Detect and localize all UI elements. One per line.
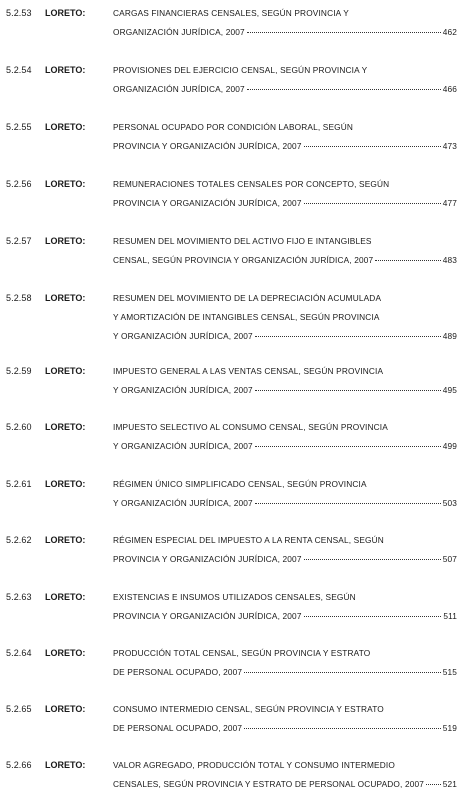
dot-leader (255, 503, 441, 504)
entry-page-number: 462 (442, 27, 457, 37)
entry-region: LORETO: (45, 479, 86, 489)
entry-region: LORETO: (45, 293, 86, 303)
entry-region: LORETO: (45, 179, 86, 189)
entry-page-number: 511 (443, 611, 457, 621)
entry-region: LORETO: (45, 704, 86, 714)
entry-title-line: PERSONAL OCUPADO POR CONDICIÓN LABORAL, SEGÚN (113, 122, 354, 132)
toc-entry[interactable] (0, 366, 463, 406)
entry-last-line (113, 198, 457, 208)
entry-page-number: 495 (442, 385, 457, 395)
entry-title-line: PROVISIONES DEL EJERCICIO CENSAL, SEGÚN PROVINCIA Y (113, 65, 368, 75)
entry-number: 5.2.60 (6, 422, 32, 432)
entry-number: 5.2.59 (6, 366, 32, 376)
entry-number: 5.2.53 (6, 8, 32, 18)
entry-last-line (113, 331, 457, 341)
toc-entry[interactable] (0, 122, 463, 162)
entry-title-line: IMPUESTO SELECTIVO AL CONSUMO CENSAL, SEGÚN PROVINCIA (113, 422, 388, 432)
entry-title-line: ORGANIZACIÓN JURÍDICA, 2007 (113, 27, 245, 37)
entry-title-line: PROVINCIA Y ORGANIZACIÓN JURÍDICA, 2007 (113, 198, 302, 208)
entry-title-line: Y ORGANIZACIÓN JURÍDICA, 2007 (113, 498, 253, 508)
entry-number: 5.2.57 (6, 236, 32, 246)
entry-number: 5.2.64 (6, 648, 32, 658)
entry-title-line: REMUNERACIONES TOTALES CENSALES POR CONCEPTO, SEGÚN (113, 179, 390, 189)
toc-entry[interactable] (0, 704, 463, 744)
entry-title-line: RÉGIMEN ÚNICO SIMPLIFICADO CENSAL, SEGÚN PROVINCIA (113, 479, 367, 489)
entry-number: 5.2.56 (6, 179, 32, 189)
entry-region: LORETO: (45, 760, 86, 770)
entry-title-line: RÉGIMEN ESPECIAL DEL IMPUESTO A LA RENTA CENSAL, SEGÚN (113, 535, 384, 545)
toc-entry[interactable] (0, 179, 463, 219)
dot-leader (304, 616, 442, 617)
entry-title-line: Y ORGANIZACIÓN JURÍDICA, 2007 (113, 331, 253, 341)
entry-number: 5.2.55 (6, 122, 32, 132)
entry-title-line: CENSAL, SEGÚN PROVINCIA Y ORGANIZACIÓN JURÍDICA, 2007 (113, 255, 374, 265)
entry-title-line: CENSALES, SEGÚN PROVINCIA Y ESTRATO DE PERSONAL OCUPADO, 2007 (113, 779, 425, 789)
dot-leader (244, 728, 441, 729)
entry-title-line: Y ORGANIZACIÓN JURÍDICA, 2007 (113, 385, 253, 395)
entry-page-number: 466 (442, 84, 457, 94)
entry-page-number: 503 (442, 498, 457, 508)
entry-last-line (113, 84, 457, 94)
entry-title-line: CARGAS FINANCIERAS CENSALES, SEGÚN PROVINCIA Y (113, 8, 349, 18)
entry-number: 5.2.54 (6, 65, 32, 75)
dot-leader (255, 336, 441, 337)
toc-entry[interactable] (0, 592, 463, 632)
entry-title-line: PROVINCIA Y ORGANIZACIÓN JURÍDICA, 2007 (113, 141, 302, 151)
entry-title-line: DE PERSONAL OCUPADO, 2007 (113, 667, 243, 677)
toc-entry[interactable] (0, 535, 463, 575)
entry-title-line: ORGANIZACIÓN JURÍDICA, 2007 (113, 84, 245, 94)
entry-last-line (113, 611, 457, 621)
entry-title-line: EXISTENCIAS E INSUMOS UTILIZADOS CENSALES, SEGÚN (113, 592, 356, 602)
dot-leader (426, 784, 441, 785)
entry-page-number: 507 (442, 554, 457, 564)
entry-last-line (113, 779, 457, 789)
entry-title-line: VALOR AGREGADO, PRODUCCIÓN TOTAL Y CONSUMO INTERMEDIO (113, 760, 395, 770)
toc-entry[interactable] (0, 479, 463, 519)
dot-leader (247, 32, 441, 33)
entry-region: LORETO: (45, 122, 86, 132)
entry-last-line (113, 441, 457, 451)
dot-leader (255, 390, 441, 391)
entry-region: LORETO: (45, 65, 86, 75)
entry-last-line (113, 27, 457, 37)
toc-entry[interactable] (0, 293, 463, 353)
toc-entry[interactable] (0, 760, 463, 800)
dot-leader (255, 446, 441, 447)
entry-page-number: 499 (442, 441, 457, 451)
entry-number: 5.2.62 (6, 535, 32, 545)
entry-page-number: 473 (442, 141, 457, 151)
dot-leader (247, 89, 441, 90)
entry-page-number: 483 (442, 255, 457, 265)
entry-last-line (113, 255, 457, 265)
dot-leader (304, 559, 441, 560)
entry-title-line: Y ORGANIZACIÓN JURÍDICA, 2007 (113, 441, 253, 451)
entry-last-line (113, 141, 457, 151)
toc-entry[interactable] (0, 65, 463, 105)
entry-title-line: PRODUCCIÓN TOTAL CENSAL, SEGÚN PROVINCIA Y ESTRATO (113, 648, 371, 658)
entry-title-line: PROVINCIA Y ORGANIZACIÓN JURÍDICA, 2007 (113, 554, 302, 564)
entry-last-line (113, 723, 457, 733)
entry-region: LORETO: (45, 648, 86, 658)
entry-last-line (113, 498, 457, 508)
toc-entry[interactable] (0, 236, 463, 276)
entry-page-number: 521 (442, 779, 457, 789)
entry-title-line: CONSUMO INTERMEDIO CENSAL, SEGÚN PROVINCIA Y ESTRATO (113, 704, 384, 714)
entry-title-line: PROVINCIA Y ORGANIZACIÓN JURÍDICA, 2007 (113, 611, 302, 621)
entry-last-line (113, 554, 457, 564)
entry-number: 5.2.63 (6, 592, 32, 602)
entry-page-number: 519 (442, 723, 457, 733)
entry-last-line (113, 667, 457, 677)
entry-region: LORETO: (45, 422, 86, 432)
toc-entry[interactable] (0, 648, 463, 688)
entry-number: 5.2.58 (6, 293, 32, 303)
entry-number: 5.2.65 (6, 704, 32, 714)
dot-leader (244, 672, 441, 673)
entry-title-line: RESUMEN DEL MOVIMIENTO DEL ACTIVO FIJO E INTANGIBLES (113, 236, 372, 246)
entry-region: LORETO: (45, 8, 86, 18)
entry-title-line: RESUMEN DEL MOVIMIENTO DE LA DEPRECIACIÓN ACUMULADA (113, 293, 382, 303)
dot-leader (375, 260, 440, 261)
entry-page-number: 477 (442, 198, 457, 208)
entry-number: 5.2.61 (6, 479, 32, 489)
entry-title-line: Y AMORTIZACIÓN DE INTANGIBLES CENSAL, SEGÚN PROVINCIA (113, 312, 380, 322)
toc-entry[interactable] (0, 8, 463, 48)
entry-region: LORETO: (45, 236, 86, 246)
entry-title-line: DE PERSONAL OCUPADO, 2007 (113, 723, 243, 733)
entry-title-line: IMPUESTO GENERAL A LAS VENTAS CENSAL, SEGÚN PROVINCIA (113, 366, 384, 376)
toc-entry[interactable] (0, 422, 463, 462)
dot-leader (304, 146, 441, 147)
entry-region: LORETO: (45, 366, 86, 376)
dot-leader (304, 203, 441, 204)
entry-region: LORETO: (45, 535, 86, 545)
entry-number: 5.2.66 (6, 760, 32, 770)
entry-region: LORETO: (45, 592, 86, 602)
entry-page-number: 515 (442, 667, 457, 677)
entry-last-line (113, 385, 457, 395)
entry-page-number: 489 (442, 331, 457, 341)
